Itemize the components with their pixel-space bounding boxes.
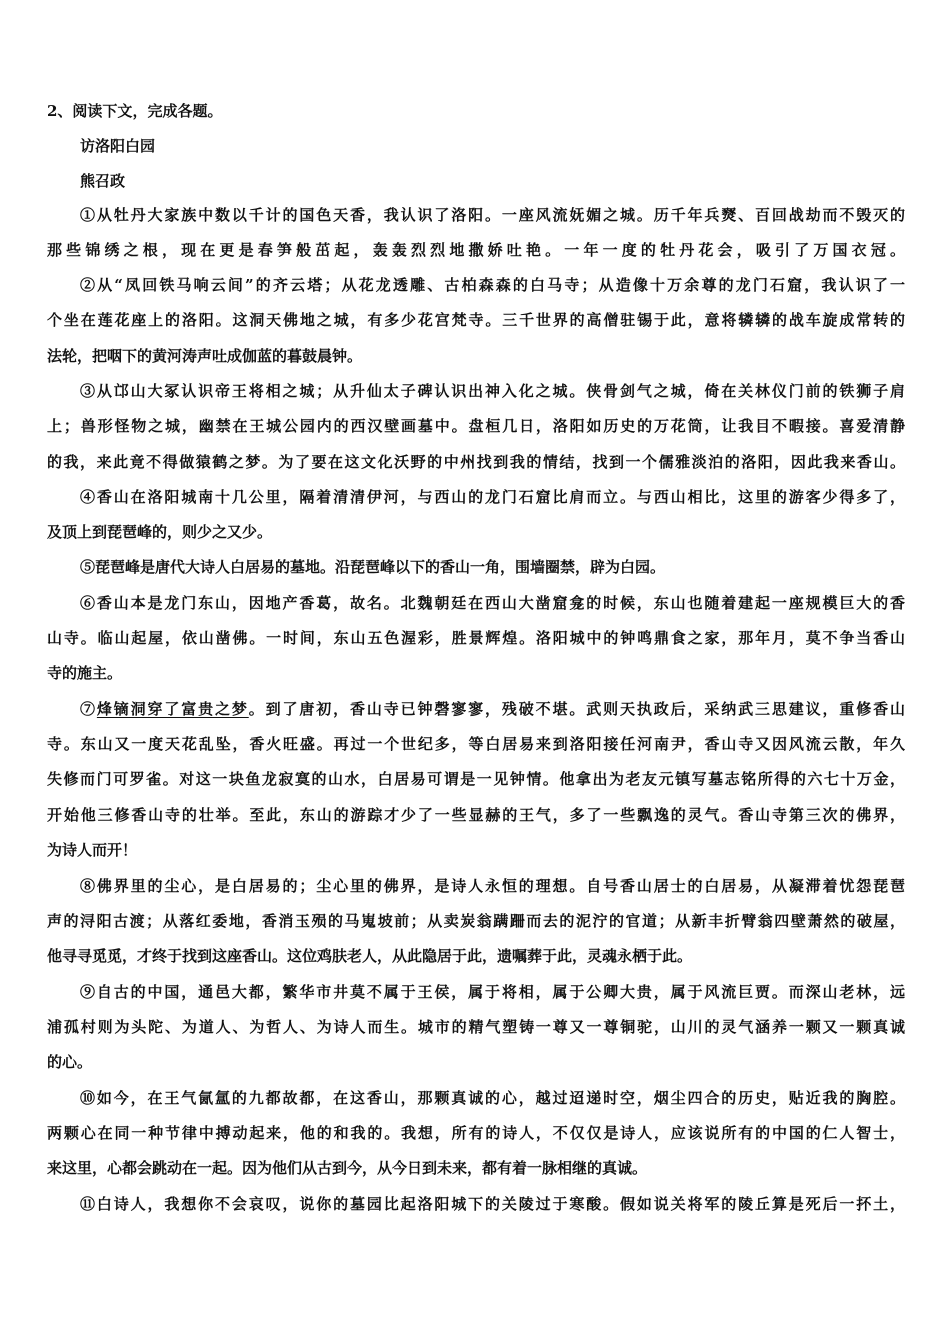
- p9-line-3: 的心。: [47, 1053, 93, 1071]
- p10-line-1: ⑩如今，在王气氤氲的九都故都，在这香山，那颗真诚的心，越过迢递时空，烟尘四合的历史，贴近我的胸腔。: [80, 1089, 905, 1107]
- article-author: 熊召政: [80, 172, 126, 190]
- p3-line-3: 的我，来此竟不得做猿鹤之梦。为了要在这文化沃野的中州找到我的情结，找到一个儒雅淡泊的洛阳，因此我来香山。: [47, 453, 905, 471]
- p7-line-5: 为诗人而开！: [47, 841, 138, 859]
- p3-line-2: 上；兽形怪物之城，幽禁在王城公园内的西汉壁画墓中。盘桓几日，洛阳如历史的万花筒，让我目不暇接。喜爱清静: [47, 417, 905, 435]
- p2-line-1: ②从“凤回铁马响云间”的齐云塔；从花龙透雕、古柏森森的白马寺；从造像十万余尊的龙门石窟，我认识了一: [80, 276, 905, 294]
- p2-line-3: 法轮，把咽下的黄河涛声吐成伽蓝的暮鼓晨钟。: [47, 347, 363, 365]
- p6-line-1: ⑥香山本是龙门东山，因地产香葛，故名。北魏朝廷在西山大凿窟龛的时候，东山也随着建起一座规模巨大的香: [80, 594, 905, 612]
- p7-marker: ⑦: [80, 700, 97, 718]
- question-header: 2、阅读下文，完成各题。: [47, 102, 223, 120]
- p4-line-2: 及顶上到琵琶峰的，则少之又少。: [47, 523, 273, 541]
- p7-line-3: 失修而门可罗雀。对这一块鱼龙寂寞的山水，白居易可谓是一见钟情。他拿出为老友元镇写墓志铭所得的六七十万金，: [47, 770, 905, 788]
- p8-line-2: 声的浔阳古渡；从落红委地，香消玉殒的马嵬坡前；从卖炭翁蹒跚而去的泥泞的官道；从新丰折臂翁四壁萧然的破屋，: [47, 912, 905, 930]
- p7-line-1-rest: 。到了唐初，香山寺已钟磬寥寥，残破不堪。武则天执政后，采纳武三思建议，重修香山: [248, 700, 905, 718]
- p6-line-2: 山寺。临山起屋，依山凿佛。一时间，东山五色渥彩，胜景辉煌。洛阳城中的钟鸣鼎食之家，那年月，莫不争当香山: [47, 629, 905, 647]
- p7-line-1: [80, 699, 905, 719]
- p10-line-2: 两颗心在同一种节律中搏动起来，他的和我的。我想，所有的诗人，不仅仅是诗人，应该说所有的中国的仁人智士，: [47, 1124, 905, 1142]
- article-title: 访洛阳白园: [80, 137, 156, 155]
- p11-line-1: ⑪白诗人，我想你不会哀叹，说你的墓园比起洛阳城下的关陵过于寒酸。假如说关将军的陵丘算是死后一抔土，: [80, 1195, 905, 1213]
- p1-line-1: ①从牡丹大家族中数以千计的国色天香，我认识了洛阳。一座风流妩媚之城。历千年兵燹、百回战劫而不毁灭的: [80, 206, 905, 224]
- p2-line-2: 个坐在莲花座上的洛阳。这洞天佛地之城，有多少花宫梵寺。三千世界的高僧驻锡于此，意将辚辚的战车旋成常转的: [47, 311, 905, 329]
- p1-line-2: 那些锦绣之根，现在更是春笋般茁起，轰轰烈烈地撒娇吐艳。一年一度的牡丹花会，吸引了万国衣冠。: [47, 241, 905, 259]
- p7-line-4: 开始他三修香山寺的壮举。至此，东山的游踪才少了一些显赫的王气，多了一些飘逸的灵气。香山寺第三次的佛界，: [47, 806, 905, 824]
- p10-line-3: 来这里，心都会跳动在一起。因为他们从古到今，从今日到未来，都有着一脉相继的真诚。: [47, 1159, 648, 1177]
- p7-line-2: 寺。东山又一度天花乱坠，香火旺盛。再过一个世纪多，等白居易来到洛阳接任河南尹，香山寺又因风流云散，年久: [47, 735, 905, 753]
- p9-line-1: ⑨自古的中国，通邑大都，繁华市井莫不属于王侯，属于将相，属于公卿大贵，属于风流巨贾。而深山老林，远: [80, 983, 905, 1001]
- p8-line-1: ⑧佛界里的尘心，是白居易的；尘心里的佛界，是诗人永恒的理想。自号香山居士的白居易，从凝滞着忧怨琵琶: [80, 877, 905, 895]
- p6-line-3: 寺的施主。: [47, 664, 123, 682]
- p4-line-1: ④香山在洛阳城南十几公里，隔着清清伊河，与西山的龙门石窟比肩而立。与西山相比，这里的游客少得多了，: [80, 488, 905, 506]
- p5-line-1: ⑤琵琶峰是唐代大诗人白居易的墓地。沿琵琶峰以下的香山一角，围墙圈禁，辟为白园。: [80, 558, 666, 576]
- p3-line-1: ③从邙山大冢认识帝王将相之城；从升仙太子碑认识出神入化之城。侠骨剑气之城，倚在关林仪门前的铁狮子肩: [80, 382, 905, 400]
- p9-line-2: 浦孤村则为头陀、为道人、为哲人、为诗人而生。城市的精气塑铸一尊又一尊铜驼，山川的灵气涵养一颗又一颗真诚: [47, 1018, 905, 1036]
- underlined-phrase: 烽镝洞穿了富贵之梦: [96, 700, 249, 718]
- p8-line-3: 他寻寻觅觅，才终于找到这座香山。这位鸡肤老人，从此隐居于此，遗嘱葬于此，灵魂永栖于此。: [47, 947, 693, 965]
